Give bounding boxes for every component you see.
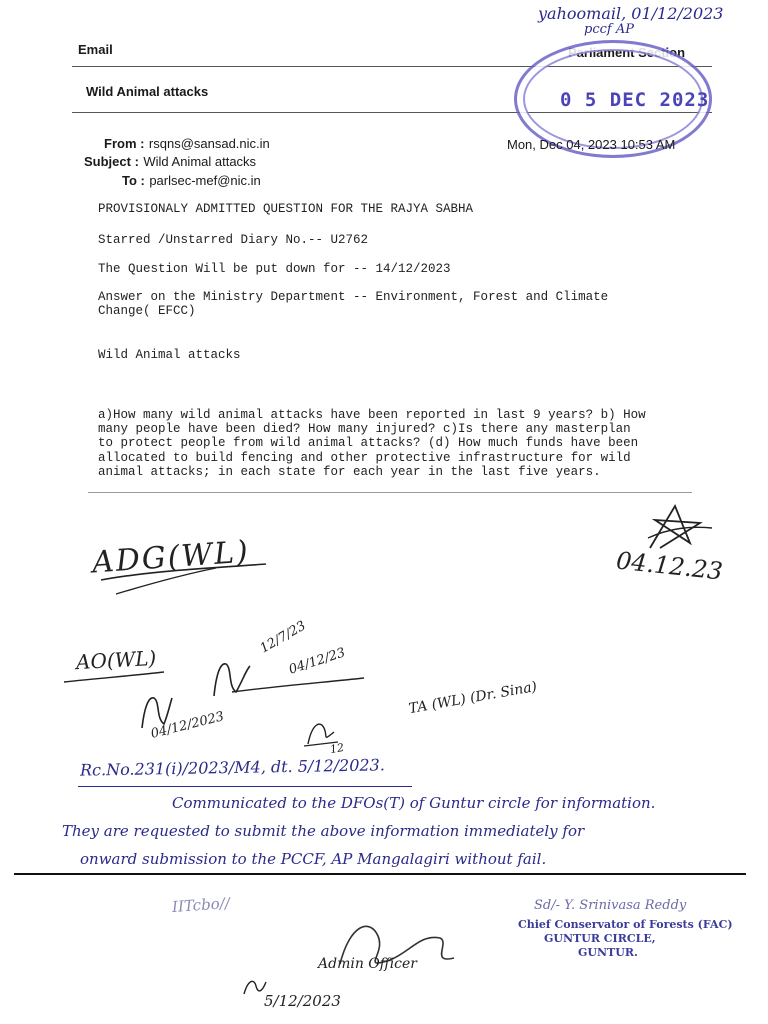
to-row xyxy=(122,172,261,190)
communication-note-2: They are requested to submit the above information immediately for xyxy=(62,822,585,840)
date-note-b: 04/12/23 xyxy=(287,645,348,678)
director-signature xyxy=(640,498,720,558)
ta-note: TA (WL) (Dr. Sina) xyxy=(407,678,539,718)
date-note-c: 04/12/2023 xyxy=(149,709,226,742)
top-handwritten-note-2: pccf AP xyxy=(584,22,634,37)
subject-label: Subject : xyxy=(84,154,139,169)
date-note-a: 12/7/23 xyxy=(257,618,309,657)
adg-underline xyxy=(96,560,276,600)
body-line-2: Starred /Unstarred Diary No.-- U2762 xyxy=(98,233,369,247)
top-handwritten-note: yahoomail, 01/12/2023 xyxy=(538,4,724,23)
question-line-5: animal attacks; in each state for each year in the last five years. xyxy=(98,465,601,479)
from-value: rsqns@sansad.nic.in xyxy=(148,136,270,151)
body-line-3: The Question Will be put down for -- 14/12/2023 xyxy=(98,262,451,276)
subject-heading: Wild Animal attacks xyxy=(86,84,209,99)
rc-underline xyxy=(78,786,412,787)
to-value: parlsec-mef@nic.in xyxy=(149,173,261,188)
question-line-2: many people have been died? How many injured? c)Is there any masterplan xyxy=(98,422,631,436)
small-date: 12 xyxy=(328,740,346,757)
body-line-1: PROVISIONALY ADMITTED QUESTION FOR THE RAJYA SABHA xyxy=(98,202,474,216)
bottom-date: 5/12/2023 xyxy=(264,992,341,1010)
ao-wl-underline xyxy=(60,668,170,688)
adg-note: ADG(WL) xyxy=(90,534,251,581)
note-divider xyxy=(14,873,746,875)
rc-number: Rc.No.231(i)/2023/M4, dt. 5/12/2023. xyxy=(79,755,386,780)
stamp-date: 0 5 DEC 2023 xyxy=(560,89,710,111)
from-row xyxy=(104,135,270,153)
from-label: From : xyxy=(104,136,145,151)
question-line-3: to protect people from wild animal attacks? (d) How much funds have been xyxy=(98,436,639,450)
signature-date: 04.12.23 xyxy=(614,546,725,586)
date-underline xyxy=(228,676,368,696)
subject-row xyxy=(84,153,256,171)
body-line-4a: Answer on the Ministry Department -- Environment, Forest and Climate xyxy=(98,290,609,304)
seal-line-3: GUNTUR. xyxy=(578,946,638,959)
subject-value: Wild Animal attacks xyxy=(143,154,257,169)
to-label: To : xyxy=(122,173,145,188)
question-line-4: allocated to build fencing and other protective infrastructure for wild xyxy=(98,451,631,465)
body-divider xyxy=(88,492,692,493)
admin-officer-signature xyxy=(330,914,460,984)
admin-officer-label: Admin Officer xyxy=(318,956,417,972)
question-line-1: a)How many wild animal attacks have been reported in last 9 years? b) How xyxy=(98,408,646,422)
mail-datetime: Mon, Dec 04, 2023 10:53 AM xyxy=(507,137,676,152)
itcbo-note: IITcbo// xyxy=(171,894,231,916)
seal-line-1: Chief Conservator of Forests (FAC) xyxy=(518,918,733,931)
body-line-5: Wild Animal attacks xyxy=(98,348,241,362)
signed-by-note: Sd/- Y. Srinivasa Reddy xyxy=(534,898,687,913)
section-label: Parliament Section xyxy=(568,45,686,60)
communication-note-1: Communicated to the DFOs(T) of Guntur circle for information. xyxy=(172,794,656,812)
email-label: Email xyxy=(78,42,113,57)
communication-note-3: onward submission to the PCCF, AP Mangalagiri without fail. xyxy=(80,850,547,868)
body-line-4b: Change( EFCC) xyxy=(98,304,196,318)
seal-line-2: GUNTUR CIRCLE, xyxy=(544,932,656,945)
ao-wl-note: AO(WL) xyxy=(75,645,157,675)
